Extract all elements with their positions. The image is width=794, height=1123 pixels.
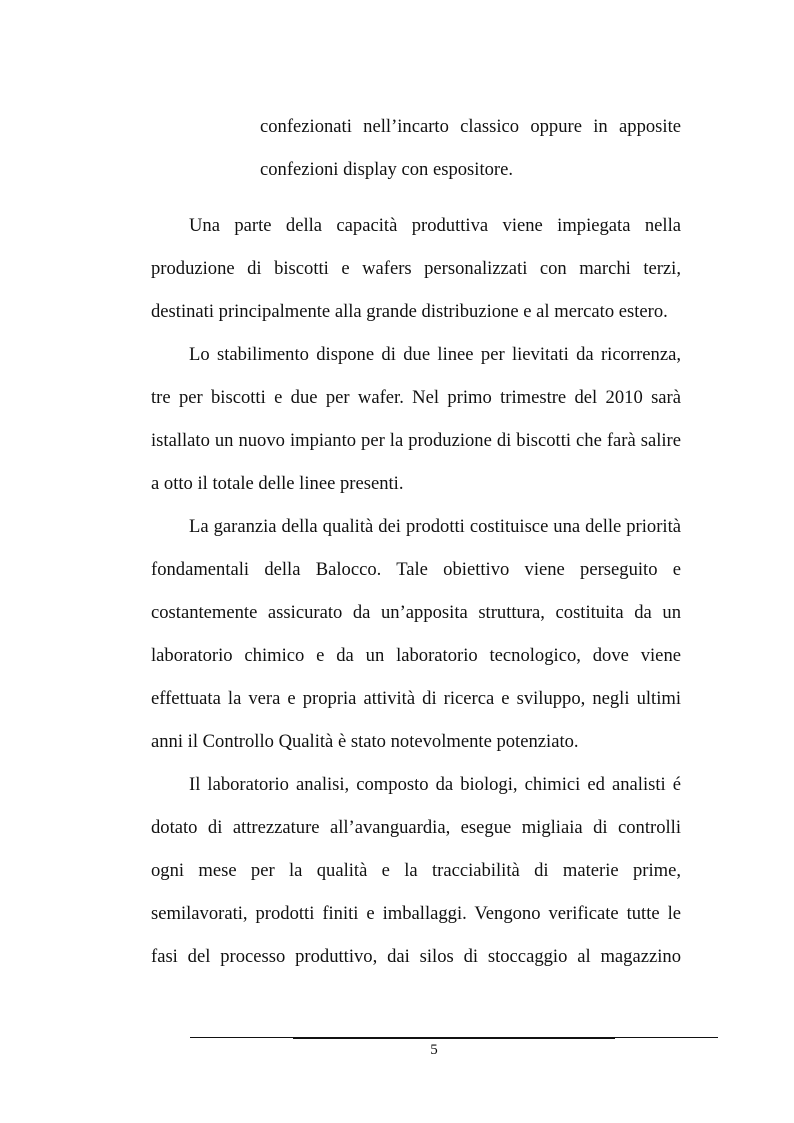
footer-rule-accent (293, 1037, 615, 1039)
text-line: produzione di biscotti e wafers personalizzati con marchi terzi, (151, 258, 681, 279)
text-line: istallato un nuovo impianto per la produzione di biscotti che farà salire (151, 430, 681, 451)
text-line: fasi del processo produttivo, dai silos di stoccaggio al magazzino (151, 946, 681, 967)
text-line: anni il Controllo Qualità è stato notevolmente potenziato. (151, 731, 579, 752)
text-line: destinati principalmente alla grande distribuzione e al mercato estero. (151, 301, 668, 322)
text-line: confezioni display con espositore. (260, 159, 514, 180)
text-line: effettuata la vera e propria attività di ricerca e sviluppo, negli ultimi (151, 688, 681, 709)
text-line: fondamentali della Balocco. Tale obiettivo viene perseguito e (151, 559, 681, 580)
text-line: Lo stabilimento dispone di due linee per lievitati da ricorrenza, (189, 344, 681, 365)
text-line: laboratorio chimico e da un laboratorio tecnologico, dove viene (151, 645, 681, 666)
text-line: costantemente assicurato da un’apposita struttura, costituita da un (151, 602, 681, 623)
text-line: tre per biscotti e due per wafer. Nel primo trimestre del 2010 sarà (151, 387, 681, 408)
text-line: confezionati nell’incarto classico oppure in apposite (260, 116, 681, 137)
text-line: dotato di attrezzature all’avanguardia, esegue migliaia di controlli (151, 817, 681, 838)
text-line: Il laboratorio analisi, composto da biologi, chimici ed analisti é (189, 774, 681, 795)
text-line: La garanzia della qualità dei prodotti costituisce una delle priorità (189, 516, 681, 537)
text-line: a otto il totale delle linee presenti. (151, 473, 404, 494)
text-line: ogni mese per la qualità e la tracciabilità di materie prime, (151, 860, 681, 881)
page-number: 5 (430, 1042, 438, 1058)
text-line: Una parte della capacità produttiva viene impiegata nella (189, 215, 681, 236)
text-line: semilavorati, prodotti finiti e imballaggi. Vengono verificate tutte le (151, 903, 681, 924)
